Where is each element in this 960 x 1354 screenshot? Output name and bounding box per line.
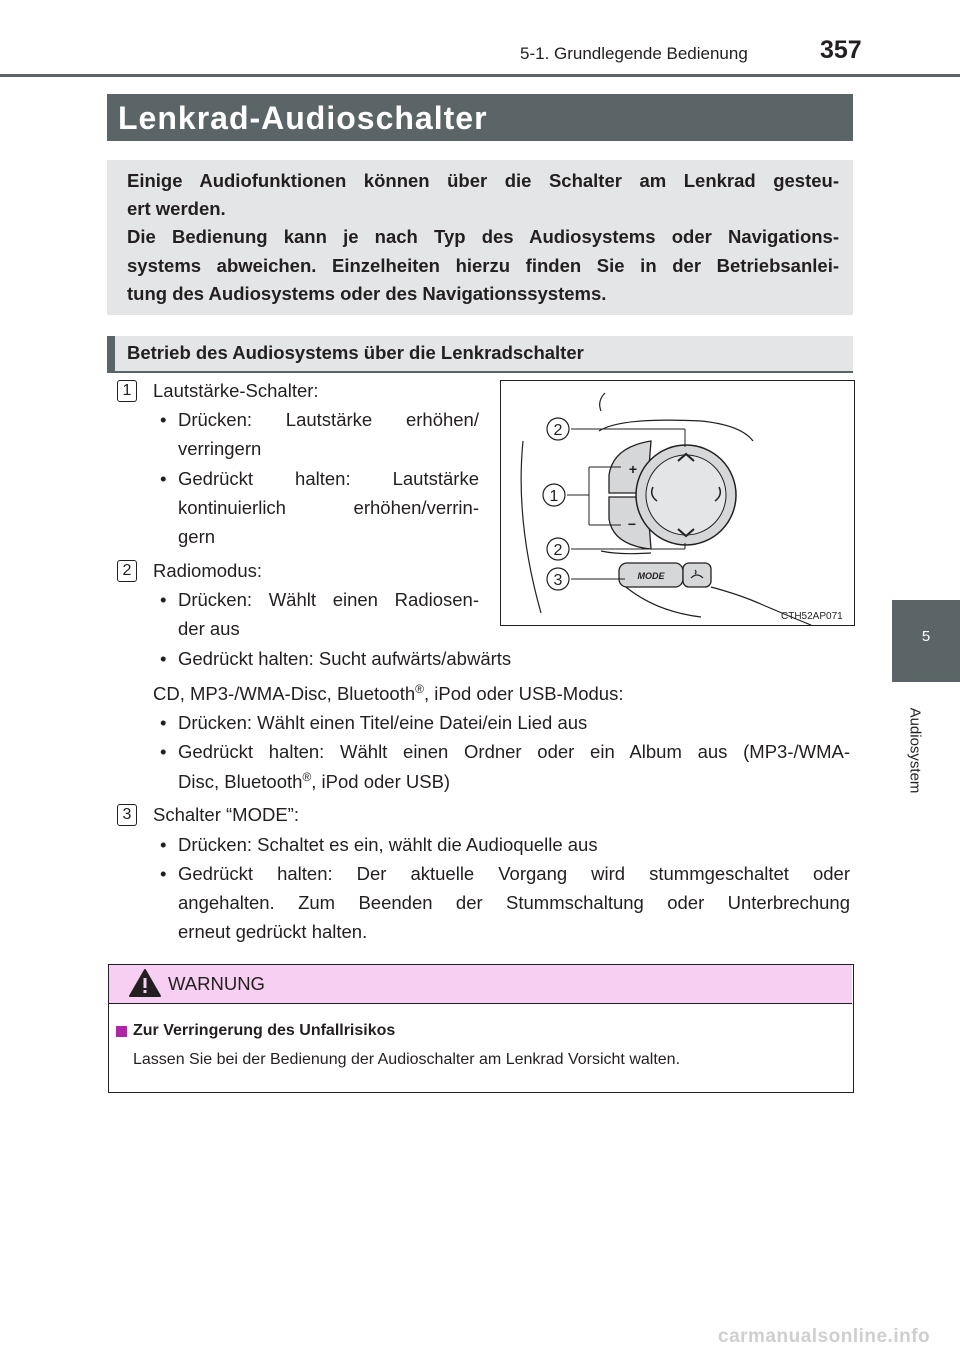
page-title: Lenkrad-Audioschalter (118, 100, 488, 136)
item-title: Schalter “MODE”: (153, 804, 299, 825)
item-marker-3: 3 (117, 804, 137, 826)
mode-line (153, 682, 623, 705)
subsection-heading: Betrieb des Audiosystems über die Lenkradschalter (127, 342, 584, 363)
item-title: Lautstärke-Schalter: (153, 380, 319, 401)
bullet-text: Drücken: Lautstärke erhöhen/ (178, 409, 479, 430)
registered-mark: ® (302, 770, 312, 784)
bullet-text: gern (178, 526, 216, 547)
running-header-section: 5-1. Grundlegende Bedienung (520, 44, 748, 63)
seek-dial-inner (646, 455, 726, 535)
page-number: 357 (820, 36, 862, 64)
bullet-text: Gedrückt halten: Lautstärke (178, 468, 479, 489)
intro-line: tung des Audiosystems oder des Navigationssystems. (127, 283, 607, 304)
bullet-text: der aus (178, 618, 240, 639)
chapter-tab-number: 5 (921, 628, 931, 645)
warning-triangle-icon (128, 968, 162, 998)
bullet-dot: • (160, 712, 167, 733)
wheel-edge-line (600, 393, 605, 411)
steering-switch-figure (500, 380, 855, 626)
spoke-top-line (599, 420, 753, 441)
bullet-text-post: , iPod oder USB) (311, 771, 451, 793)
bullet-text: Gedrückt halten: Sucht aufwärts/abwärts (178, 648, 512, 669)
mode-button-label: MODE (637, 571, 665, 581)
figure-code: CTH52AP071 (781, 611, 843, 622)
intro-line: Einige Audiofunktionen können über die Schalter am Lenkrad gesteu- (127, 170, 839, 191)
callout-label: 2 (553, 542, 563, 559)
bullet-text: Gedrückt halten: Der aktuelle Vorgang wird stummgeschaltet oder (178, 863, 850, 884)
warning-title: WARNUNG (168, 973, 265, 994)
bullet-dot: • (160, 468, 167, 489)
callout-label: 1 (549, 488, 559, 505)
bullet-dot: • (160, 834, 167, 855)
spoke-lower-line (601, 551, 651, 554)
item-marker-2: 2 (117, 560, 137, 582)
bullet-text: Drücken: Schaltet es ein, wählt die Audioquelle aus (178, 834, 598, 855)
callout-label: 2 (553, 422, 563, 439)
bullet-text: Gedrückt halten: Wählt einen Ordner oder ein Album aus (MP3-/WMA- (178, 741, 850, 762)
bullet-text-pre: Disc, Bluetooth (178, 771, 303, 793)
warning-text: Lassen Sie bei der Bedienung der Audioschalter am Lenkrad Vorsicht walten. (133, 1051, 681, 1068)
volume-plus-label: + (628, 461, 638, 477)
intro-line: ert werden. (127, 198, 226, 219)
bullet-text: kontinuierlich erhöhen/verrin- (178, 497, 479, 518)
bullet-dot: • (160, 409, 167, 430)
bullet-text: Drücken: Wählt einen Titel/eine Datei/ein Lied aus (178, 712, 588, 733)
chapter-tab-label: Audiosystem (906, 707, 924, 794)
bullet-text (178, 770, 450, 793)
bullet-dot: • (160, 741, 167, 762)
item-title: Radiomodus: (153, 560, 263, 581)
item-marker-1: 1 (117, 380, 137, 402)
callout-label: 3 (553, 572, 563, 589)
mode-line-pre: CD, MP3-/WMA-Disc, Bluetooth (153, 683, 416, 705)
watermark: carmanualsonline.info (718, 1326, 931, 1347)
volume-minus-label: − (627, 516, 637, 532)
intro-line: systems abweichen. Einzelheiten hierzu finden Sie in der Betriebsanlei- (127, 255, 839, 276)
bullet-dot: • (160, 589, 167, 610)
subsection-accent (107, 336, 115, 373)
bullet-dot: • (160, 648, 167, 669)
bullet-text: erneut gedrückt halten. (178, 921, 368, 942)
warning-subtitle: Zur Verringerung des Unfallrisikos (133, 1022, 396, 1039)
wheel-rim-line (521, 441, 541, 613)
bullet-text: verringern (178, 438, 262, 459)
bullet-text: angehalten. Zum Beenden der Stummschaltung oder Unterbrechung (178, 892, 850, 913)
bullet-text: Drücken: Wählt einen Radiosen- (178, 589, 479, 610)
intro-line: Die Bedienung kann je nach Typ des Audiosystems oder Navigations- (127, 226, 839, 247)
steering-switch-illustration (501, 381, 854, 625)
bullet-dot: • (160, 863, 167, 884)
warning-bullet-square (116, 1026, 127, 1037)
header-rule (0, 74, 960, 77)
registered-mark: ® (415, 682, 424, 696)
mode-line-post: , iPod oder USB-Modus: (423, 683, 624, 705)
